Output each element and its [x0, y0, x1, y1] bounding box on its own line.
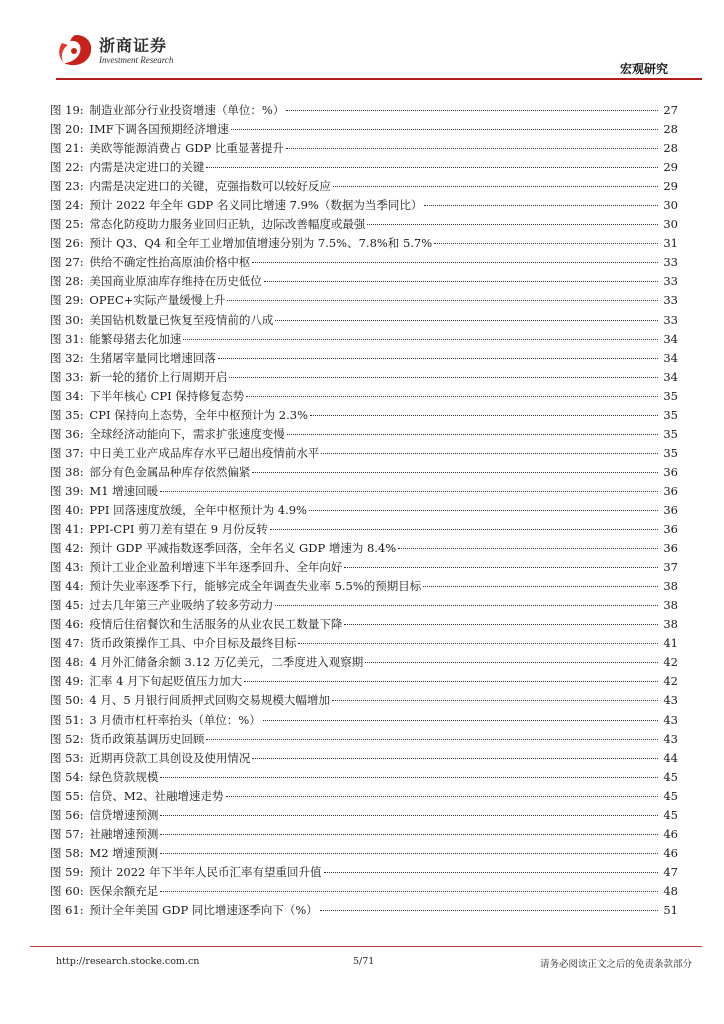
- figure-label: 图 44:: [50, 579, 84, 594]
- figure-page: 42: [663, 674, 678, 689]
- figure-page: 43: [663, 712, 678, 727]
- figure-title: PPI 回落速度放缓，全年中枢预计为 4.9%: [89, 502, 307, 517]
- figure-title: 4 月外汇储备余额 3.12 万亿美元，二季度进入观察期: [89, 655, 364, 670]
- toc-entry[interactable]: [50, 368, 678, 387]
- figure-page: 41: [663, 636, 678, 651]
- figure-title: 下半年核心 CPI 保持修复态势: [89, 388, 245, 403]
- figure-label: 图 43:: [50, 560, 84, 575]
- figure-list: [50, 101, 678, 920]
- toc-entry[interactable]: [50, 730, 678, 749]
- figure-title: 预计失业率逐季下行，能够完成全年调查失业率 5.5%的预期目标: [89, 579, 422, 594]
- dot-leader: [309, 510, 658, 511]
- toc-entry[interactable]: [50, 806, 678, 825]
- toc-entry[interactable]: [50, 615, 678, 634]
- figure-label: 图 19:: [50, 103, 84, 117]
- footer-rule: [30, 946, 702, 947]
- figure-title: 美国钻机数量已恢复至疫情前的八成: [89, 312, 274, 327]
- dot-leader: [324, 872, 659, 873]
- figure-page: 44: [663, 750, 678, 765]
- figure-page: 51: [663, 902, 678, 917]
- figure-title: 内需是决定进口的关键，克强指数可以较好反应: [89, 179, 331, 194]
- toc-entry[interactable]: [50, 672, 678, 691]
- figure-label: 图 47:: [50, 636, 84, 651]
- figure-title: 3 月债市杠杆率抬头（单位：%）: [89, 712, 261, 727]
- figure-label: 图 41:: [50, 522, 84, 537]
- section-title: 宏观研究: [619, 62, 668, 76]
- toc-entry[interactable]: [50, 749, 678, 768]
- figure-page: 43: [663, 693, 678, 708]
- figure-page: 48: [663, 883, 678, 898]
- figure-title: 汇率 4 月下旬起贬值压力加大: [89, 674, 243, 689]
- figure-label: 图 33:: [50, 369, 84, 384]
- figure-label: 图 49:: [50, 674, 84, 689]
- figure-label: 图 24:: [50, 198, 84, 213]
- figure-title: 常态化防疫助力服务业回归正轨，边际改善幅度或最强: [89, 217, 366, 232]
- figure-label: 图 32:: [50, 350, 84, 365]
- toc-entry[interactable]: [50, 330, 678, 349]
- figure-title: 全球经济动能向下，需求扩张速度变慢: [89, 426, 285, 441]
- zheshang-logo-icon: [56, 33, 96, 69]
- brand-name: 浙商证券: [99, 36, 168, 55]
- dot-leader: [263, 720, 658, 721]
- figure-label: 图 55:: [50, 788, 84, 803]
- figure-page: 29: [663, 179, 678, 194]
- figure-label: 图 45:: [50, 598, 84, 613]
- figure-title: 预计 2022 年下半年人民币汇率有望重回升值: [89, 864, 322, 879]
- figure-title: 预计 2022 年全年 GDP 名义同比增速 7.9%（数据为当季同比）: [89, 198, 423, 213]
- dot-leader: [226, 796, 658, 797]
- dot-leader: [367, 224, 658, 225]
- figure-label: 图 35:: [50, 407, 84, 422]
- figure-page: 34: [663, 331, 678, 346]
- footer-url[interactable]: http://research.stocke.com.cn: [56, 956, 200, 967]
- figure-page: 34: [663, 350, 678, 365]
- figure-title: 疫情后住宿餐饮和生活服务的从业农民工数量下降: [89, 617, 343, 632]
- figure-page: 45: [663, 769, 678, 784]
- dot-leader: [434, 243, 658, 244]
- figure-page: 36: [663, 502, 678, 517]
- dot-leader: [310, 415, 658, 416]
- figure-title: 供给不确定性抬高原油价格中枢: [89, 255, 251, 270]
- figure-label: 图 54:: [50, 769, 84, 784]
- dot-leader: [320, 910, 658, 911]
- dot-leader: [275, 320, 658, 321]
- figure-page: 37: [663, 560, 678, 575]
- toc-entry[interactable]: [50, 387, 678, 406]
- dot-leader: [160, 834, 658, 835]
- figure-label: 图 46:: [50, 617, 84, 632]
- dot-leader: [286, 110, 658, 111]
- figure-title: 中日美工业产成品库存水平已超出疫情前水平: [89, 445, 320, 460]
- dot-leader: [333, 186, 658, 187]
- figure-title: 过去几年第三产业吸纳了较多劳动力: [89, 598, 274, 613]
- toc-entry[interactable]: [50, 463, 678, 482]
- figure-title: 内需是决定进口的关键: [89, 160, 205, 175]
- figure-label: 图 27:: [50, 255, 84, 270]
- toc-entry[interactable]: [50, 768, 678, 787]
- figure-title: 能繁母猪去化加速: [89, 331, 182, 346]
- figure-page: 36: [663, 464, 678, 479]
- figure-page: 36: [663, 483, 678, 498]
- figure-label: 图 40:: [50, 502, 84, 517]
- dot-leader: [160, 777, 658, 778]
- toc-entry[interactable]: [50, 863, 678, 882]
- figure-label: 图 36:: [50, 426, 84, 441]
- dot-leader: [246, 396, 658, 397]
- figure-page: 47: [663, 864, 678, 879]
- toc-entry[interactable]: [50, 291, 678, 310]
- dot-leader: [160, 491, 658, 492]
- figure-label: 图 37:: [50, 445, 84, 460]
- toc-entry[interactable]: [50, 539, 678, 558]
- figure-title: 美欧等能源消费占 GDP 比重显著提升: [89, 141, 284, 156]
- dot-leader: [183, 339, 658, 340]
- figure-label: 图 29:: [50, 293, 84, 308]
- toc-entry[interactable]: [50, 425, 678, 444]
- figure-page: 38: [663, 617, 678, 632]
- toc-entry[interactable]: [50, 253, 678, 272]
- toc-entry[interactable]: [50, 139, 678, 158]
- toc-entry[interactable]: [50, 577, 678, 596]
- figure-title: 美国商业原油库存维持在历史低位: [89, 274, 262, 289]
- dot-leader: [264, 281, 658, 282]
- figure-title: 制造业部分行业投资增速（单位：%）: [89, 103, 285, 117]
- figure-page: 42: [663, 655, 678, 670]
- page-number: 5/71: [353, 956, 375, 967]
- toc-entry[interactable]: [50, 406, 678, 425]
- figure-label: 图 39:: [50, 483, 84, 498]
- figure-title: 部分有色金属品种库存依然偏紧: [89, 464, 251, 479]
- figure-page: 36: [663, 522, 678, 537]
- figure-label: 图 21:: [50, 141, 84, 156]
- toc-entry[interactable]: [50, 482, 678, 501]
- toc-entry[interactable]: [50, 711, 678, 730]
- toc-entry[interactable]: [50, 653, 678, 672]
- dot-leader: [160, 853, 658, 854]
- toc-entry[interactable]: [50, 844, 678, 863]
- figure-label: 图 28:: [50, 274, 84, 289]
- figure-title: 医保余额充足: [89, 883, 159, 898]
- figure-page: 43: [663, 731, 678, 746]
- dot-leader: [270, 529, 658, 530]
- toc-entry[interactable]: [50, 444, 678, 463]
- figure-page: 45: [663, 807, 678, 822]
- figure-page: 33: [663, 255, 678, 270]
- toc-entry[interactable]: [50, 558, 678, 577]
- toc-entry[interactable]: [50, 101, 678, 120]
- toc-entry[interactable]: [50, 520, 678, 539]
- figure-label: 图 20:: [50, 122, 84, 137]
- dot-leader: [252, 262, 658, 263]
- figure-title: 货币政策操作工具、中介目标及最终目标: [89, 636, 297, 651]
- figure-page: 36: [663, 541, 678, 556]
- figure-page: 28: [663, 141, 678, 156]
- toc-entry[interactable]: [50, 691, 678, 710]
- figure-title: M1 增速回暖: [89, 483, 159, 498]
- figure-label: 图 58:: [50, 845, 84, 860]
- dot-leader: [218, 358, 658, 359]
- figure-label: 图 50:: [50, 693, 84, 708]
- figure-page: 38: [663, 579, 678, 594]
- dot-leader: [206, 167, 658, 168]
- figure-label: 图 42:: [50, 541, 84, 556]
- figure-page: 35: [663, 426, 678, 441]
- figure-page: 29: [663, 160, 678, 175]
- toc-entry[interactable]: [50, 311, 678, 330]
- figure-page: 33: [663, 293, 678, 308]
- figure-title: IMF下调各国预期经济增速: [89, 122, 229, 137]
- figure-label: 图 25:: [50, 217, 84, 232]
- figure-page: 35: [663, 445, 678, 460]
- figure-label: 图 26:: [50, 236, 84, 251]
- figure-title: 近期再贷款工具创设及使用情况: [89, 750, 251, 765]
- toc-entry[interactable]: [50, 349, 678, 368]
- toc-entry[interactable]: [50, 901, 678, 920]
- figure-title: 信贷增速预测: [89, 807, 159, 822]
- dot-leader: [344, 567, 658, 568]
- figure-page: 34: [663, 369, 678, 384]
- dot-leader: [252, 472, 658, 473]
- figure-title: PPI-CPI 剪刀差有望在 9 月份反转: [89, 522, 268, 537]
- toc-entry[interactable]: [50, 215, 678, 234]
- toc-entry[interactable]: [50, 234, 678, 253]
- toc-entry[interactable]: [50, 501, 678, 520]
- dot-leader: [206, 739, 658, 740]
- footer-disclaimer: 请务必阅读正文之后的免责条款部分: [539, 959, 692, 970]
- figure-label: 图 53:: [50, 750, 84, 765]
- figure-page: 33: [663, 274, 678, 289]
- figure-page: 30: [663, 217, 678, 232]
- dot-leader: [287, 434, 658, 435]
- dot-leader: [298, 643, 658, 644]
- dot-leader: [332, 700, 658, 701]
- figure-title: 4 月、5 月银行间质押式回购交易规模大幅增加: [89, 693, 330, 708]
- dot-leader: [229, 377, 658, 378]
- figure-label: 图 22:: [50, 160, 84, 175]
- figure-label: 图 57:: [50, 826, 84, 841]
- figure-page: 35: [663, 388, 678, 403]
- figure-label: 图 59:: [50, 864, 84, 879]
- dot-leader: [365, 662, 658, 663]
- figure-title: 预计全年美国 GDP 同比增速逐季向下（%）: [89, 902, 318, 917]
- dot-leader: [286, 148, 658, 149]
- figure-page: 30: [663, 198, 678, 213]
- dot-leader: [244, 681, 658, 682]
- figure-page: 33: [663, 312, 678, 327]
- dot-leader: [423, 586, 658, 587]
- figure-label: 图 38:: [50, 464, 84, 479]
- figure-title: 社融增速预测: [89, 826, 159, 841]
- dot-leader: [321, 453, 658, 454]
- brand-subtitle: Investment Research: [99, 55, 174, 65]
- figure-label: 图 34:: [50, 388, 84, 403]
- figure-label: 图 61:: [50, 902, 84, 917]
- figure-page: 28: [663, 122, 678, 137]
- toc-entry[interactable]: [50, 882, 678, 901]
- toc-entry[interactable]: [50, 120, 678, 139]
- figure-title: 预计工业企业盈利增速下半年逐季回升、全年向好: [89, 560, 343, 575]
- toc-entry[interactable]: [50, 825, 678, 844]
- figure-label: 图 31:: [50, 331, 84, 346]
- figure-label: 图 51:: [50, 712, 84, 727]
- figure-label: 图 23:: [50, 179, 84, 194]
- toc-entry[interactable]: [50, 787, 678, 806]
- figure-title: 货币政策基调历史回顾: [89, 731, 205, 746]
- dot-leader: [160, 815, 658, 816]
- figure-title: CPI 保持向上态势，全年中枢预计为 2.3%: [89, 407, 309, 422]
- figure-title: 预计 GDP 平减指数逐季回落，全年名义 GDP 增速为 8.4%: [89, 541, 397, 556]
- figure-title: 新一轮的猪价上行周期开启: [89, 369, 228, 384]
- toc-entry[interactable]: [50, 177, 678, 196]
- figure-page: 27: [663, 103, 678, 117]
- figure-label: 图 52:: [50, 731, 84, 746]
- toc-entry[interactable]: [50, 634, 678, 653]
- dot-leader: [160, 891, 658, 892]
- header-rule: [56, 78, 702, 80]
- dot-leader: [231, 129, 658, 130]
- figure-page: 46: [663, 845, 678, 860]
- dot-leader: [344, 624, 658, 625]
- figure-label: 图 48:: [50, 655, 84, 670]
- toc-entry[interactable]: [50, 196, 678, 215]
- figure-page: 35: [663, 407, 678, 422]
- toc-entry[interactable]: [50, 272, 678, 291]
- figure-title: M2 增速预测: [89, 845, 159, 860]
- dot-leader: [227, 300, 658, 301]
- figure-title: 绿色贷款规模: [89, 769, 159, 784]
- figure-page: 45: [663, 788, 678, 803]
- toc-entry[interactable]: [50, 596, 678, 615]
- dot-leader: [252, 758, 658, 759]
- figure-label: 图 56:: [50, 807, 84, 822]
- brand: [99, 37, 173, 66]
- figure-page: 31: [663, 236, 678, 251]
- dot-leader: [398, 548, 658, 549]
- figure-title: 生猪屠宰量同比增速回落: [89, 350, 216, 365]
- figure-page: 38: [663, 598, 678, 613]
- figure-page: 46: [663, 826, 678, 841]
- figure-title: 预计 Q3、Q4 和全年工业增加值增速分别为 7.5%、7.8%和 5.7%: [89, 236, 433, 251]
- figure-title: 信贷、M2、社融增速走势: [89, 788, 224, 803]
- dot-leader: [275, 605, 658, 606]
- dot-leader: [424, 205, 658, 206]
- toc-entry[interactable]: [50, 158, 678, 177]
- figure-label: 图 60:: [50, 883, 84, 898]
- figure-title: OPEC+实际产量缓慢上升: [89, 293, 226, 308]
- page-header: [0, 0, 724, 82]
- figure-label: 图 30:: [50, 312, 84, 327]
